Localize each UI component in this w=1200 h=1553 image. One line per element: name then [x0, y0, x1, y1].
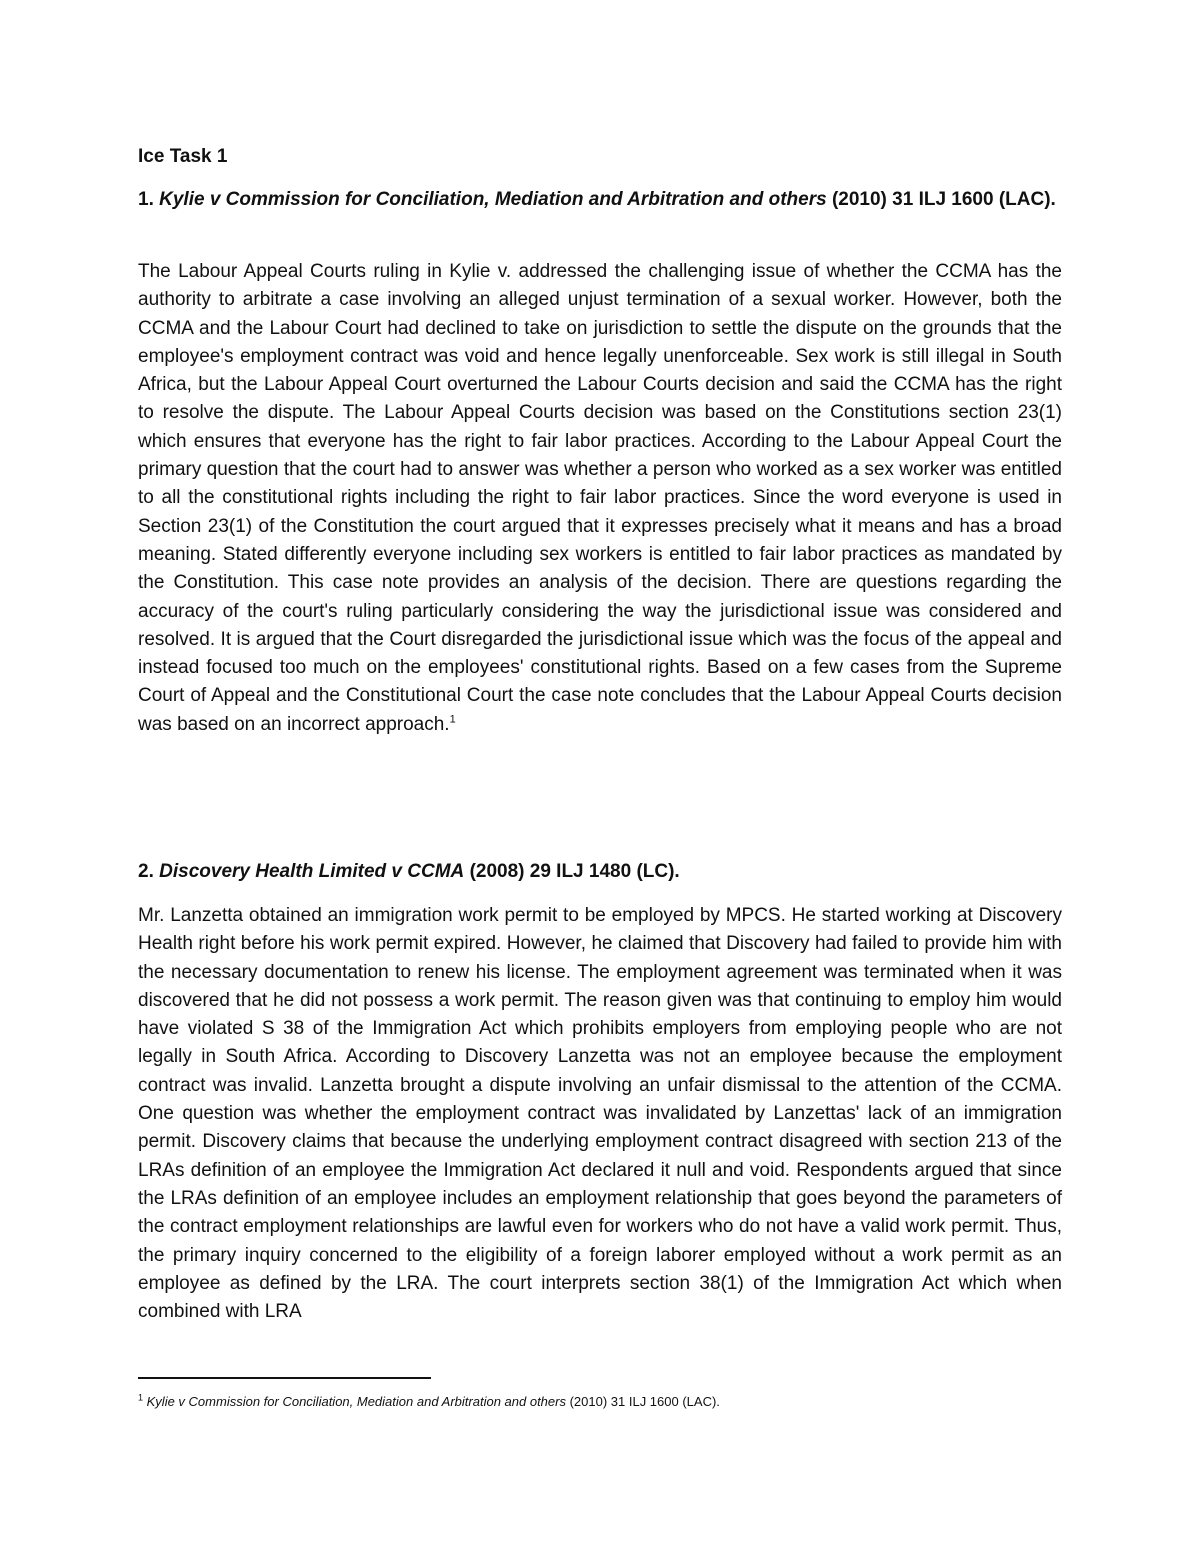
section-2-heading: [138, 858, 1062, 886]
footnote-case-name: Kylie v Commission for Conciliation, Mediation and Arbitration and others: [146, 1394, 566, 1409]
section-1-number: 1.: [138, 189, 154, 210]
section-2-case-name: Discovery Health Limited v CCMA: [159, 861, 465, 882]
footnote-citation: (2010) 31 ILJ 1600 (LAC).: [569, 1394, 720, 1409]
document-page: [138, 0, 1062, 1553]
footnote-marker: 1: [138, 1392, 144, 1403]
section-1-case-name: Kylie v Commission for Conciliation, Mediation and Arbitration and others: [159, 189, 827, 210]
section-1-body-text: The Labour Appeal Courts ruling in Kylie v. addressed the challenging issue of whether the CCMA has the authority to arbitrate a case involving an alleged unjust termination of a sexual worker. However, both the CCMA and the Labour Court had declined to take on jurisdiction to settle the dispute on the grounds that the employee's employment contract was void and hence legally unenforceable. Sex work is still illegal in South Africa, but the Labour Appeal Court overturned the Labour Courts decision and said the CCMA has the right to resolve the dispute. The Labour Appeal Courts decision was based on the Constitutions section 23(1) which ensures that everyone has the right to fair labor practices. According to the Labour Appeal Court the primary question that the court had to answer was whether a person who worked as a sex worker was entitled to all the constitutional rights including the right to fair labor practices. Since the word everyone is used in Section 23(1) of the Constitution the court argued that it expresses precisely what it means and has a broad meaning. Stated differently everyone including sex workers is entitled to fair labor practices as mandated by the Constitution. This case note provides an analysis of the decision. There are questions regarding the accuracy of the court's ruling particularly considering the way the jurisdictional issue was considered and resolved. It is argued that the Court disregarded the jurisdictional issue which was the focus of the appeal and instead focused too much on the employees' constitutional rights. Based on a few cases from the Supreme Court of Appeal and the Constitutional Court the case note concludes that the Labour Appeal Courts decision was based on an incorrect approach.: [138, 261, 1062, 735]
section-1-citation: (2010) 31 ILJ 1600 (LAC).: [831, 189, 1056, 210]
document-title: Ice Task 1: [138, 146, 228, 167]
section-1-heading: [138, 186, 1062, 214]
section-2-body: Mr. Lanzetta obtained an immigration work permit to be employed by MPCS. He started working at Discovery Health right before his work permit expired. However, he claimed that Discovery had failed to provide him with the necessary documentation to renew his license. The employment agreement was terminated when it was discovered that he did not possess a work permit. The reason given was that continuing to employ him would have violated S 38 of the Immigration Act which prohibits employers from employing people who are not legally in South Africa. According to Discovery Lanzetta was not an employee because the employment contract was invalid. Lanzetta brought a dispute involving an unfair dismissal to the attention of the CCMA. One question was whether the employment contract was invalidated by Lanzettas' lack of an immigration permit. Discovery claims that because the underlying employment contract disagreed with section 213 of the LRAs definition of an employee the Immigration Act declared it null and void. Respondents argued that since the LRAs definition of an employee includes an employment relationship that goes beyond the parameters of the contract employment relationships are lawful even for workers who do not have a valid work permit. Thus, the primary inquiry concerned to the eligibility of a foreign laborer employed without a work permit as an employee as defined by the LRA. The court interprets section 38(1) of the Immigration Act which when combined with LRA: [138, 905, 1062, 1323]
footnote-separator: [138, 1377, 431, 1379]
section-2-citation: (2008) 29 ILJ 1480 (LC).: [469, 861, 680, 882]
section-1-body: [138, 258, 1062, 739]
section-2-number: 2.: [138, 861, 154, 882]
footnote: [138, 1393, 720, 1411]
footnote-reference[interactable]: 1: [449, 713, 456, 726]
